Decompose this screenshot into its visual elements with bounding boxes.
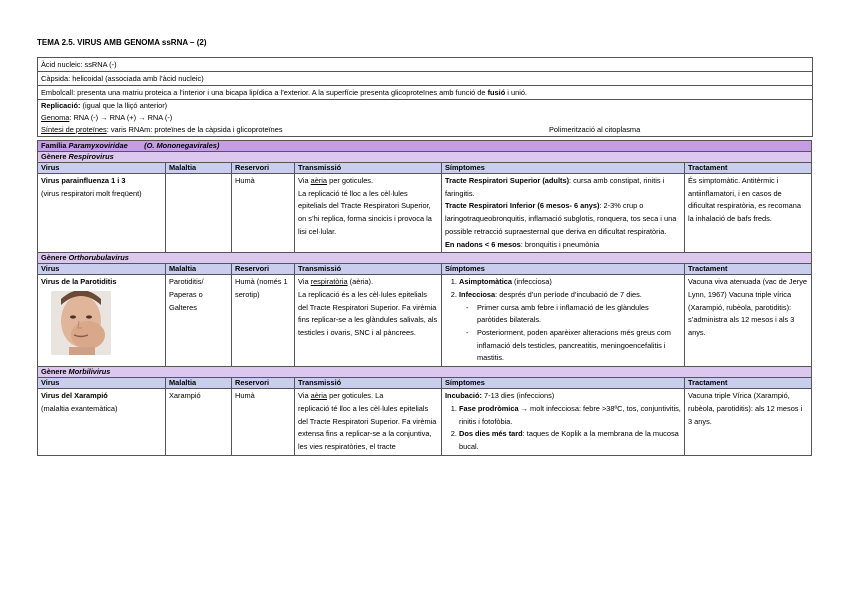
virus-table <box>37 140 812 456</box>
header-row <box>38 264 812 275</box>
sintesi-text: : varis RNAm: proteïnes de la càpsida i glicoproteïnes <box>106 125 283 134</box>
polimeritzacio-text: Polimerització al citoplasma <box>549 125 641 134</box>
header-reservori: Reservori <box>232 163 295 174</box>
tractament-cell: Vacuna triple Vírica (Xarampió, rubèola, parotiditis): als 12 mesos i 3 anys. <box>685 389 812 456</box>
simptomes-list <box>445 276 681 365</box>
patient-face-image <box>51 291 111 355</box>
genre-cell-morbilivirus: Gènere Morbilivirus <box>38 367 812 378</box>
list-item: - Primer cursa amb febre i inflamació de les glàndules paròtides bilaterals. <box>477 302 681 327</box>
list-item: 2. Infecciosa: després d’un període d’incubació de 7 dies. - Primer cursa amb febre i inflamació de les glàndules paròtides bilaterals. - Posteriorment, poden aparèixer alteracions més greus com inflamació dels testicles, pancreatitis, meningoencefalitis i mastitis. <box>459 289 681 365</box>
genoma-text: : RNA (-) → RNA (+) → RNA (-) <box>69 113 173 122</box>
malaltia-cell: Parotiditis/ Paperas o Galteres <box>166 275 232 367</box>
family-name: Paramyxoviridae <box>68 141 128 150</box>
header-simptomes: Símptomes <box>442 264 685 275</box>
header-row <box>38 163 812 174</box>
capsida-row <box>38 72 812 86</box>
genre-cell-orthorubulavirus: Gènere Orthorubulavirus <box>38 253 812 264</box>
header-transmissio: Transmissió <box>295 378 442 389</box>
header-simptomes: Símptomes <box>442 163 685 174</box>
genoma-row <box>38 112 812 124</box>
sintesi-label: Síntesi de proteïnes <box>41 125 107 134</box>
malaltia-cell: Xarampió <box>166 389 232 456</box>
header-tractament: Tractament <box>685 163 812 174</box>
reservori-cell: Humà <box>232 174 295 253</box>
replicacio-label: Replicació: <box>41 101 81 110</box>
header-simptomes: Símptomes <box>442 378 685 389</box>
acid-nucleic-text: Àcid nucleic: ssRNA (-) <box>41 60 117 69</box>
genre-row <box>38 253 812 264</box>
header-reservori: Reservori <box>232 378 295 389</box>
tractament-cell: És simptomàtic. Antitèrmic i antiinflamatori, i en casos de dificultat respiratòria, es recomana la inhalació de bafs freds. <box>685 174 812 253</box>
malaltia-cell <box>166 174 232 253</box>
header-virus: Virus <box>38 163 166 174</box>
header-reservori: Reservori <box>232 264 295 275</box>
sintesi-row <box>38 124 812 136</box>
header-virus: Virus <box>38 378 166 389</box>
simptomes-list <box>445 403 681 454</box>
table-row <box>38 275 812 367</box>
transmissio-cell: Via aèria per goticules. La replicació té lloc a les cèl·lules epitelials del Tracte Respiratori Superior. Fa virèmia extensa fins a replicar-se a la conjuntiva, les vies respiratòries, el tracte <box>295 389 442 456</box>
virus-cell: Virus del Xarampió (malaltia exantemàtica) <box>38 389 166 456</box>
header-malaltia: Malaltia <box>166 264 232 275</box>
intro-box <box>37 57 813 137</box>
tractament-cell: Vacuna viva atenuada (vac de Jerye Lynn, 1967) Vacuna triple vírica (Xarampió, rubèola, parotiditis): s’administra als 12 mesos i als 3 anys. <box>685 275 812 367</box>
replicacio-text: (igual que la lliçó anterior) <box>80 101 168 110</box>
genre-row <box>38 152 812 163</box>
replicacio-row <box>38 100 812 112</box>
header-row <box>38 378 812 389</box>
transmissio-cell: Via aèria per goticules. La replicació té lloc a les cèl·lules epitelials del Tracte Respiratori Superior, on s’hi replica, forma sincicis i provoca la lisi cel·lular. <box>295 174 442 253</box>
header-tractament: Tractament <box>685 264 812 275</box>
embolcall-end: i unió. <box>505 88 527 97</box>
header-malaltia: Malaltia <box>166 163 232 174</box>
genre-cell-respirovirus: Gènere Respirovirus <box>38 152 812 163</box>
patient-photo <box>51 291 111 355</box>
list-item: - Posteriorment, poden aparèixer alteracions més greus com inflamació dels testicles, pancreatitis, meningoencefalitis i mastitis. <box>477 327 681 365</box>
reservori-cell: Humà <box>232 389 295 456</box>
list-item: 1. Fase prodròmica → molt infecciosa: febre >38ºC, tos, conjuntivitis, rinitis i fotofòbia. <box>459 403 681 428</box>
header-tractament: Tractament <box>685 378 812 389</box>
genoma-label: Genoma <box>41 113 70 122</box>
header-transmissio: Transmissió <box>295 163 442 174</box>
genre-row <box>38 367 812 378</box>
embolcall-text: Embolcall: presenta una matriu proteica a l’interior i una bicapa lipídica a l’exterior. A la superfície presenta glicoproteïnes amb funció de <box>41 88 488 97</box>
simptomes-cell: Tracte Respiratori Superior (adults): cursa amb constipat, rinitis i faringitis. Tracte Respiratori Inferior (6 mesos- 6 anys): 2-3% crup o laringotraqueobronquitis, inflamació subglotis, ronquera, tos seca i una possible retracció supraesternal que deriva en dificultat respiratòria. En nadons < 6 mesos: bronquitis i pneumònia <box>442 174 685 253</box>
simptomes-cell: Incubació: 7-13 dies (infeccions) 1. Fase prodròmica → molt infecciosa: febre >38ºC, tos, conjuntivitis, rinitis i fotofòbia. 2. Dos dies més tard: taques de Koplik a la membrana de la mucosa bucal. <box>442 389 685 456</box>
reservori-cell: Humà (només 1 serotip) <box>232 275 295 367</box>
virus-cell: Virus de la Parotiditis <box>38 275 166 367</box>
header-virus: Virus <box>38 264 166 275</box>
list-item: 2. Dos dies més tard: taques de Koplik a la membrana de la mucosa bucal. <box>459 428 681 453</box>
sub-list <box>459 302 681 366</box>
transmissio-cell: Via respiratòria (aèria). La replicació és a les cèl·lules epitelials del Tracte Respiratori Superior. Fa virèmia fins replicar-se a les glàndules salivals, als testicles i ovaris, SNC i al pàncrees. <box>295 275 442 367</box>
table-row <box>38 174 812 253</box>
embolcall-row <box>38 86 812 100</box>
family-cell: Família Paramyxoviridae (O. Mononegavirales) <box>38 141 812 152</box>
acid-nucleic-row <box>38 58 812 72</box>
header-transmissio: Transmissió <box>295 264 442 275</box>
simptomes-cell <box>442 275 685 367</box>
family-row <box>38 141 812 152</box>
capsida-text: Càpsida: helicoidal (associada amb l’àcid nucleic) <box>41 74 204 83</box>
table-row <box>38 389 812 456</box>
page-title: TEMA 2.5. VIRUS AMB GENOMA ssRNA – (2) <box>37 38 207 47</box>
embolcall-fusio: fusió <box>487 88 506 97</box>
virus-cell: Virus parainfluenza 1 i 3 (virus respiratori molt freqüent) <box>38 174 166 253</box>
list-item: 1. Asimptomàtica (infecciosa) <box>459 276 681 289</box>
family-order: (O. Mononegavirales) <box>144 141 220 150</box>
header-malaltia: Malaltia <box>166 378 232 389</box>
